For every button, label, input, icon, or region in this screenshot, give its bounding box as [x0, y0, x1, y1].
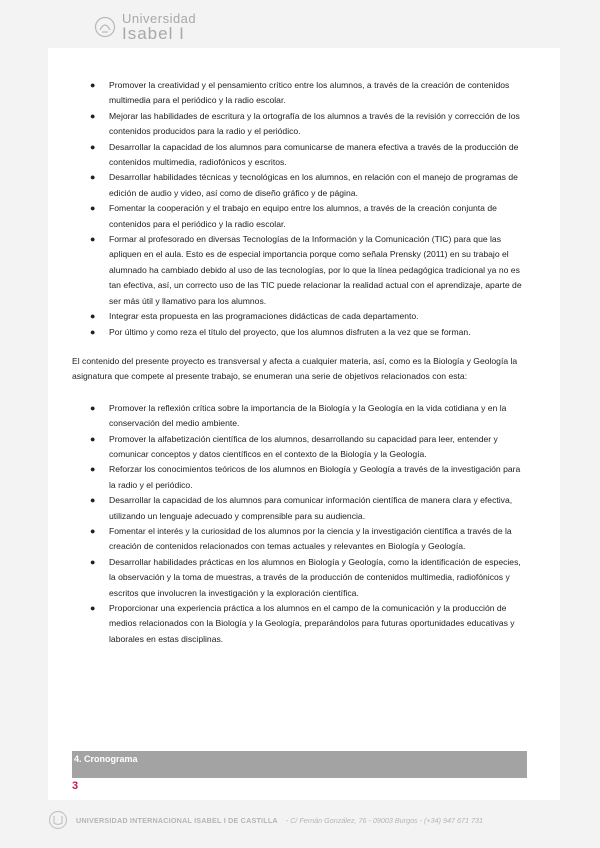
- list-item-text: Promover la alfabetización científica de los alumnos, desarrollando su capacidad para leer, entender y comunicar conceptos y datos científicos en el contexto de la Biología y la Geología.: [109, 433, 498, 459]
- list-item: [72, 432, 528, 463]
- list-item: [72, 462, 528, 493]
- bullet-icon: ●: [90, 464, 96, 475]
- bullet-icon: ●: [90, 311, 96, 322]
- list-item: [72, 325, 528, 340]
- footer-address: - C/ Fernán González, 76 - 09003 Burgos - (+34) 947 671 731: [285, 815, 483, 825]
- logo-text-universidad: Universidad: [122, 11, 197, 26]
- list-item-text: Integrar esta propuesta en las programaciones didácticas de cada departamento.: [109, 311, 419, 322]
- footer-logo-icon: [48, 810, 68, 830]
- university-emblem-icon: [94, 16, 116, 38]
- page-footer: [48, 808, 560, 832]
- bullet-icon: ●: [90, 525, 96, 536]
- list-item: [72, 524, 528, 555]
- bullet-icon: ●: [90, 80, 96, 90]
- list-item-text: Promover la reflexión crítica sobre la importancia de la Biología y la Geología en la vida cotidiana y en la conservación del medio ambiente.: [109, 402, 507, 429]
- bullet-icon: ●: [90, 556, 96, 567]
- bullet-icon: ●: [90, 433, 96, 444]
- bullet-icon: ●: [90, 110, 96, 121]
- bullet-icon: ●: [90, 603, 96, 613]
- page-number: 3: [72, 780, 79, 792]
- footer-university-name: UNIVERSIDAD INTERNACIONAL ISABEL I DE CASTILLA: [76, 815, 278, 825]
- list-item: [72, 201, 528, 232]
- bullet-icon: ●: [90, 495, 96, 506]
- list-item-text: Mejorar las habilidades de escritura y la ortografía de los alumnos a través de la revisión y corrección de los contenidos producidos para la radio y el periódico.: [109, 110, 520, 137]
- list-item-text: Desarrollar la capacidad de los alumnos para comunicar información científica de manera clara y efectiva, utilizando un lenguaje adecuado y comprensible para su audiencia.: [109, 495, 513, 521]
- list-item: [72, 140, 528, 171]
- list-item-text: Proporcionar una experiencia práctica a los alumnos en el campo de la comunicación y la producción de medios relacionados con la Biología y la Geología, preparándolos para futuras oportunidades educativas y laborales en estas disciplinas.: [109, 603, 515, 644]
- bullet-icon: ●: [90, 141, 96, 152]
- university-logo: [94, 12, 196, 42]
- list-item-text: Desarrollar la capacidad de los alumnos para comunicarse de manera efectiva a través de la producción de contenidos multimedia, radiofónicos y escritos.: [109, 141, 519, 168]
- list-item: [72, 309, 528, 324]
- bullet-icon: ●: [90, 203, 96, 214]
- list-item-text: Formar al profesorado en diversas Tecnologías de la Información y la Comunicación (TIC) para que las apliquen en el aula. Esto es de especial importancia porque como señala Prensky (2011) en su trabajo el alumnado ha cambiado debido al uso de las tecnologías, por lo que la línea pedagógica tradicional ya no es tan efectiva, así, un correcto uso de las TIC puede relacionar la realidad actual con el aprendizaje, aparte de ser más útil y llamativo para los alumnos.: [109, 234, 522, 306]
- biology-objectives-list: [72, 401, 528, 648]
- bullet-icon: ●: [90, 402, 96, 413]
- list-item: [72, 109, 528, 140]
- list-item: [72, 401, 528, 432]
- objectives-list: [72, 78, 528, 340]
- section-heading: 4. Cronograma: [74, 754, 138, 764]
- list-item-text: Fomentar la cooperación y el trabajo en equipo entre los alumnos, a través de la creación conjunta de contenidos para el periódico y la radio escolar.: [109, 203, 497, 229]
- list-item-text: Reforzar los conocimientos teóricos de los alumnos en Biología y Geología a través de la investigación para la radio y el periódico.: [109, 464, 521, 490]
- list-item-text: Desarrollar habilidades prácticas en los alumnos en Biología y Geología, como la identificación de especies, la observación y la toma de muestras, a través de la producción de contenidos multimedia, radiofónicos y escritos que involucren la investigación y la exploración científica.: [109, 556, 521, 598]
- body-paragraph: El contenido del presente proyecto es transversal y afecta a cualquier materia, así, como es la Biología y Geología la asignatura que compete al presente trabajo, se enumeran una serie de objetivos relacionados con esta:: [72, 355, 518, 382]
- list-item: [72, 170, 528, 201]
- bullet-icon: ●: [90, 234, 96, 245]
- bullet-icon: ●: [90, 326, 96, 337]
- document-body: [72, 78, 528, 647]
- section-heading-bar: [72, 751, 527, 778]
- list-item-text: Por último y como reza el título del proyecto, que los alumnos disfruten a la vez que se forman.: [109, 326, 471, 337]
- list-item-text: Promover la creatividad y el pensamiento crítico entre los alumnos, a través de la creación de contenidos multimedia para el periódico y la radio escolar.: [109, 80, 510, 106]
- bullet-icon: ●: [90, 172, 96, 183]
- list-item: [72, 493, 528, 524]
- list-item: [72, 555, 528, 601]
- list-item: [72, 232, 528, 309]
- logo-text-isabel: Isabel I: [122, 24, 185, 43]
- list-item: [72, 78, 528, 109]
- list-item: [72, 601, 528, 647]
- list-item-text: Fomentar el interés y la curiosidad de los alumnos por la ciencia y la investigación científica a través de la creación de contenidos relacionados con temas actuales y relevantes en Biología y Geología.: [109, 525, 512, 552]
- list-item-text: Desarrollar habilidades técnicas y tecnológicas en los alumnos, en relación con el manejo de programas de edición de audio y video, así como de diseño gráfico y de página.: [109, 172, 518, 198]
